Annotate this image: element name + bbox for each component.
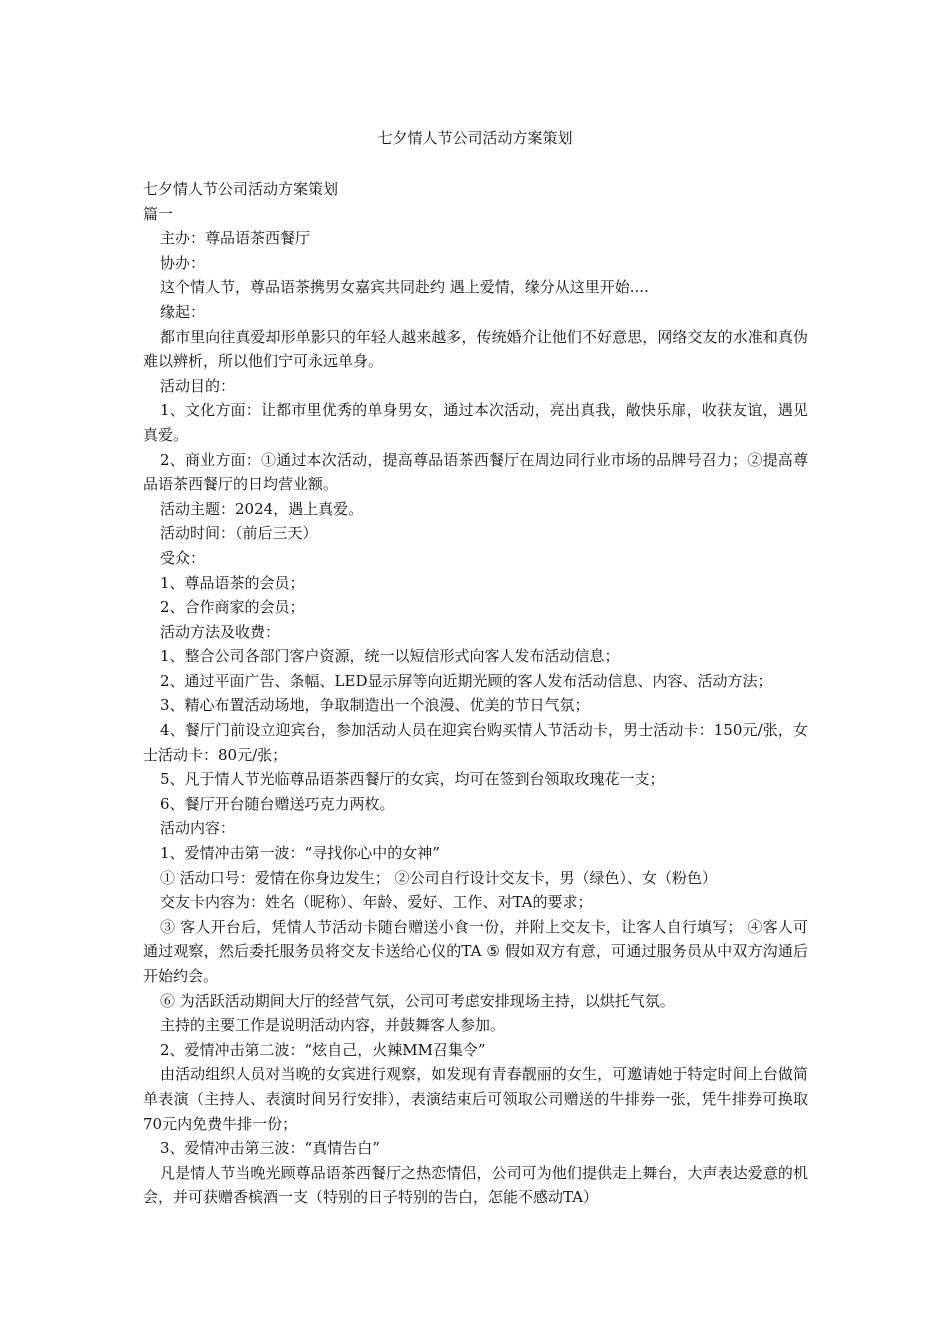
paragraph: 交友卡内容为：姓名（昵称）、年龄、爱好、工作、对TA的要求；: [160, 893, 593, 912]
paragraph: ⑥ 为活跃活动期间大厅的经营气氛，公司可考虑安排现场主持，以烘托气氛。: [160, 991, 675, 1010]
paragraph: 1、爱情冲击第一波：“寻找你心中的女神”: [160, 844, 440, 863]
paragraph: 3、精心布置活动场地，争取制造出一个浪漫、优美的节日气氛；: [160, 696, 590, 715]
paragraph: 由活动组织人员对当晚的女宾进行观察，如发现有青春靓丽的女生，可邀请她于特定时间上台做简单表演（主持人、表演时间另行安排），表演结束后可领取公司赠送的牛排券一张，凭牛排券可换取70元内免费牛排一份；: [143, 1065, 808, 1133]
document-title: 七夕情人节公司活动方案策划: [377, 129, 573, 147]
paragraph: 活动主题：2024，遇上真爱。: [160, 499, 364, 518]
paragraph: 协办：: [160, 253, 206, 272]
paragraph: 2、通过平面广告、条幅、LED显示屏等向近期光顾的客人发布活动信息、内容、活动方法；: [160, 671, 773, 690]
paragraph: 1、尊品语茶的会员；: [160, 573, 305, 592]
paragraph: 凡是情人节当晚光顾尊品语茶西餐厅之热恋情侣，公司可为他们提供走上舞台，大声表达爱意的机会，并可获赠香槟酒一支（特别的日子特别的告白，怎能不感动TA）: [143, 1163, 808, 1207]
paragraph: 受众：: [160, 548, 206, 567]
paragraph: 2、爱情冲击第二波：“炫自己，火辣MM召集令”: [160, 1040, 486, 1059]
paragraph: 主办：尊品语茶西餐厅: [160, 229, 311, 248]
document-subtitle: 七夕情人节公司活动方案策划: [143, 180, 339, 198]
paragraph: 2、合作商家的会员；: [160, 598, 305, 617]
paragraph: 1、整合公司各部门客户资源，统一以短信形式向客人发布活动信息；: [160, 647, 620, 666]
document-body: [143, 177, 808, 1210]
section-heading: 篇一: [143, 204, 174, 223]
paragraph: 都市里向往真爱却形单影只的年轻人越来越多，传统婚介让他们不好意思，网络交友的水准和真伪难以辨析，所以他们宁可永远单身。: [143, 327, 808, 371]
paragraph: 5、凡于情人节光临尊品语茶西餐厅的女宾，均可在签到台领取玫瑰花一支；: [160, 770, 665, 789]
paragraph: 4、餐厅门前设立迎宾台，参加活动人员在迎宾台购买情人节活动卡，男士活动卡：150元/张，女士活动卡：80元/张；: [143, 721, 808, 764]
paragraph: 这个情人节，尊品语茶携男女嘉宾共同赴约 遇上爱情，缘分从这里开始....: [160, 278, 649, 297]
paragraph: 1、文化方面：让都市里优秀的单身男女，通过本次活动，亮出真我，敞快乐扉，收获友谊，遇见真爱。: [143, 401, 808, 444]
paragraph: 活动内容：: [160, 819, 236, 838]
paragraph: 主持的主要工作是说明活动内容，并鼓舞客人参加。: [160, 1016, 506, 1035]
paragraph: 活动目的：: [160, 376, 236, 395]
paragraph: 缘起：: [160, 302, 206, 321]
paragraph: ③ 客人开台后，凭情人节活动卡随台赠送小食一份，并附上交友卡，让客人自行填写； ④客人可通过观察，然后委托服务员将交友卡送给心仪的TA ⑤ 假如双方有意，可通过服务员从中双方沟通后开始约会。: [143, 917, 808, 985]
paragraph: ① 活动口号：爱情在你身边发生； ②公司自行设计交友卡，男（绿色）、女（粉色）: [160, 868, 718, 887]
paragraph: 活动方法及收费：: [160, 622, 281, 641]
paragraph: 活动时间：（前后三天）: [160, 524, 318, 543]
paragraph: 3、爱情冲击第三波：“真情告白”: [160, 1139, 380, 1158]
paragraph: 2、商业方面：①通过本次活动，提高尊品语茶西餐厅在周边同行业市场的品牌号召力；②提高尊品语茶西餐厅的日均营业额。: [143, 450, 808, 494]
paragraph: 6、餐厅开台随台赠送巧克力两枚。: [160, 794, 395, 813]
